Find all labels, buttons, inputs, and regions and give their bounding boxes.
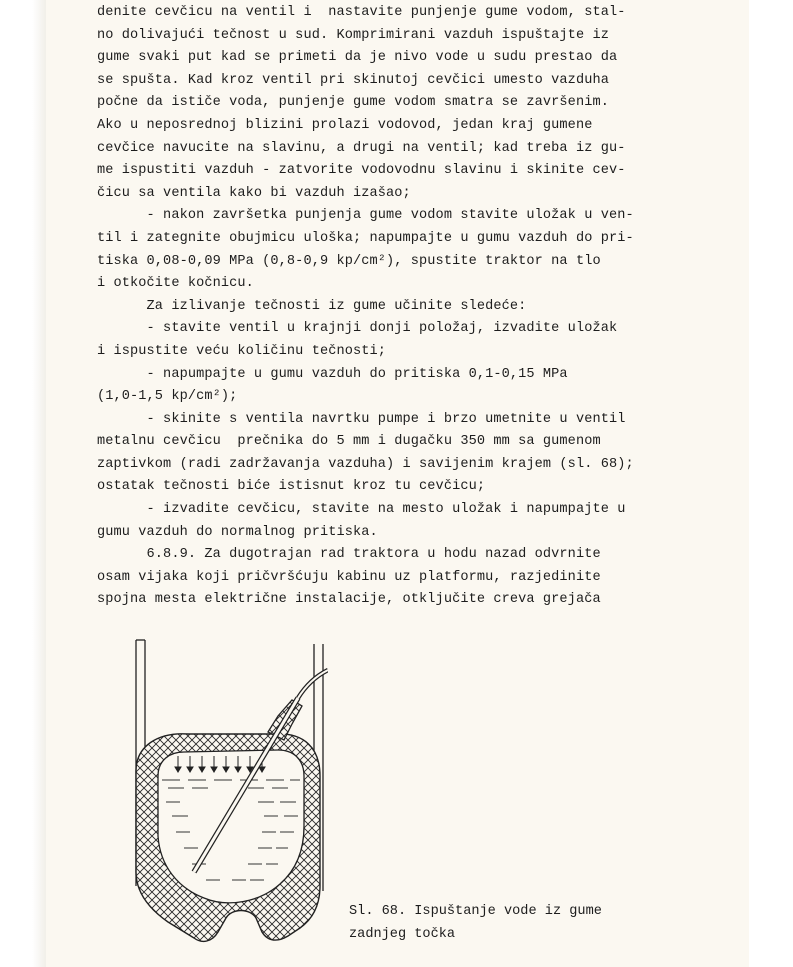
water-cavity (158, 750, 304, 903)
text-line: (1,0-1,5 kp/cm²); (97, 389, 238, 405)
text-line: - izvadite cevčicu, stavite na mesto uložak i napumpajte u (97, 502, 626, 518)
text-line: gumu vazduh do normalnog pritiska. (97, 524, 378, 540)
text-line: tiska 0,08-0,09 MPa (0,8-0,9 kp/cm²), spustite traktor na tlo (97, 253, 601, 269)
text-line: - nakon završetka punjenja gume vodom stavite uložak u ven- (97, 208, 634, 224)
scan-margin (0, 0, 46, 967)
text-line: se spušta. Kad kroz ventil pri skinutoj cevčici umesto vazduha (97, 72, 609, 88)
text-line: i otkočite kočnicu. (97, 276, 254, 292)
text-line: denite cevčicu na ventil i nastavite punjenje gume vodom, stal- (97, 5, 626, 20)
text-line: i ispustite veću količinu tečnosti; (97, 343, 387, 359)
body-text (97, 2, 717, 612)
caption-line: Sl. 68. Ispuštanje vode iz gume (349, 904, 602, 919)
text-line: me ispustiti vazduh - zatvorite vodovodnu slavinu i skinite cev- (97, 163, 626, 179)
text-line: - skinite s ventila navrtku pumpe i brzo umetnite u ventil (97, 411, 626, 427)
text-line: Ako u neposrednoj blizini prolazi vodovod, jedan kraj gumene (97, 117, 593, 133)
text-line: - napumpajte u gumu vazduh do pritiska 0,1-0,15 MPa (97, 366, 568, 382)
text-line: spojna mesta električne instalacije, otključite creva grejača (97, 592, 601, 608)
text-line: 6.8.9. Za dugotrajan rad traktora u hodu nazad odvrnite (97, 547, 601, 563)
text-line: cevčice navucite na slavinu, a drugi na ventil; kad treba iz gu- (97, 140, 626, 156)
text-line: osam vijaka koji pričvršćuju kabinu uz platformu, razjedinite (97, 569, 601, 585)
text-line: ostatak tečnosti biće istisnut kroz tu cevčicu; (97, 479, 486, 495)
text-line: Za izlivanje tečnosti iz gume učinite sledeće: (97, 298, 527, 314)
figure-caption (349, 901, 602, 946)
text-line: metalnu cevčicu prečnika do 5 mm i dugačku 350 mm sa gumenom (97, 434, 601, 450)
text-line: no dolivajući tečnost u sud. Komprimirani vazduh ispuštajte iz (97, 27, 609, 43)
text-line: gume svaki put kad se primeti da je nivo vode u sudu prestao da (97, 50, 618, 66)
text-line: - stavite ventil u krajnji donji položaj, izvadite uložak (97, 321, 618, 337)
text-line: čicu sa ventila kako bi vazduh izašao; (97, 185, 411, 201)
text-line: zaptivkom (radi zadržavanja vazduha) i savijenim krajem (sl. 68); (97, 456, 634, 472)
caption-line: zadnjeg točka (349, 926, 456, 942)
text-line: počne da ističe voda, punjenje gume vodom smatra se završenim. (97, 95, 609, 111)
text-line: til i zategnite obujmicu uloška; napumpajte u gumu vazduh do pri- (97, 230, 634, 246)
tire-drain-figure (128, 636, 328, 954)
